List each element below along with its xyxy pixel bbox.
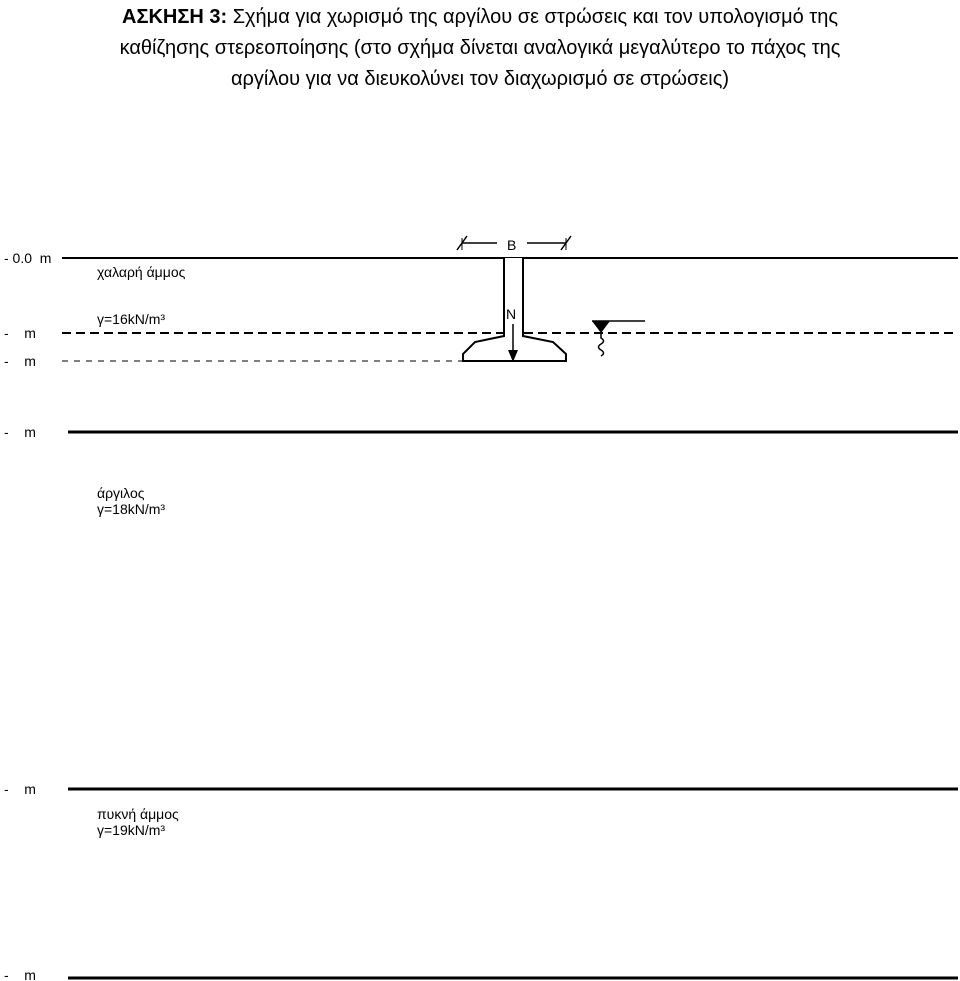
depth-label-clay-bottom: - m <box>4 781 36 797</box>
depth-label-foundation-base: - m <box>4 353 36 369</box>
title-line-2: καθίζησης στερεοποίησης (στο σχήμα δίνεται αναλογικά μεγαλύτερο το πάχος της <box>119 37 841 59</box>
water-table-icon <box>592 321 645 356</box>
title-line-3: αργίλου για να διευκολύνει τον διαχωρισμό σε στρώσεις) <box>230 68 730 90</box>
depth-label-surface: - 0.0 m <box>4 250 52 266</box>
depth-label-bottom: - m <box>4 967 36 981</box>
clay-unit-weight: γ=18kN/m³ <box>97 501 166 517</box>
load-label: N <box>506 306 517 322</box>
loose-sand-name: χαλαρή άμμος <box>97 264 186 280</box>
depth-label-clay-top: - m <box>4 424 36 440</box>
title-text-1: Σχήμα για χωρισμό της αργίλου σε στρώσεις και τον υπολογισμό της <box>232 6 838 28</box>
title-prefix: ΑΣΚΗΣΗ 3: <box>122 6 228 28</box>
footing-width-label: B <box>507 237 517 253</box>
dense-sand-name: πυκνή άμμος <box>97 806 179 822</box>
depth-label-groundwater: - m <box>4 325 36 341</box>
clay-name: άργιλος <box>97 485 145 501</box>
loose-sand-unit-weight: γ=16kN/m³ <box>97 311 166 327</box>
dense-sand-unit-weight: γ=19kN/m³ <box>97 822 166 838</box>
